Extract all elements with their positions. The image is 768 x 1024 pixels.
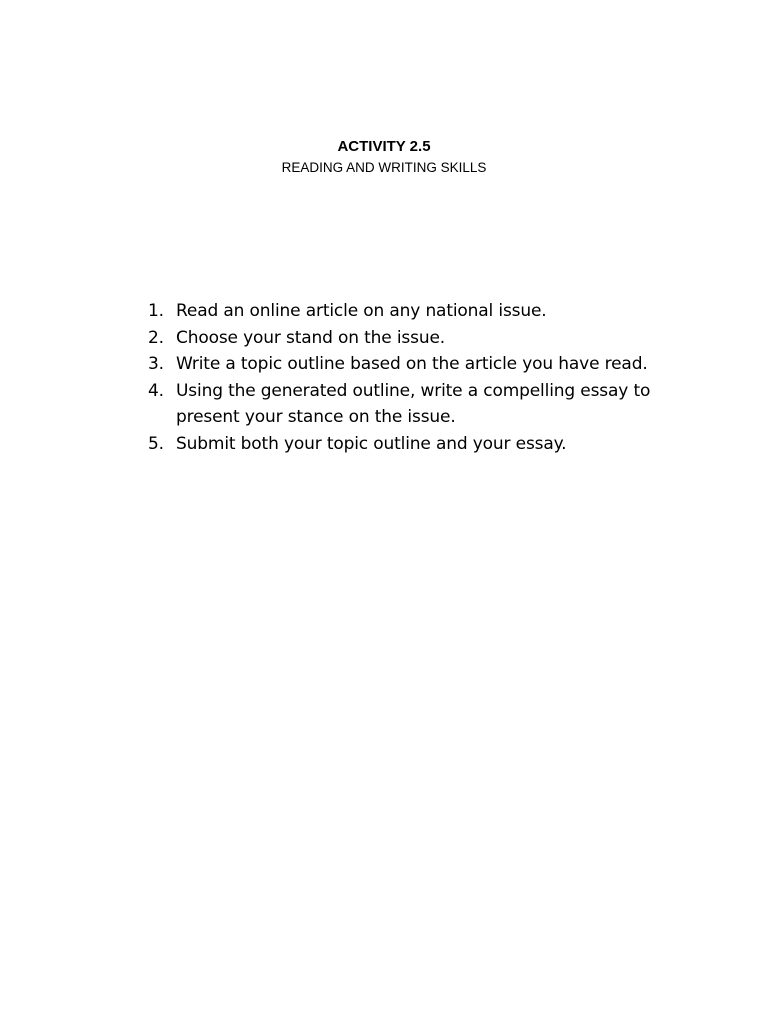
list-item-number: 1. (148, 301, 164, 321)
list-item-number: 4. (148, 380, 164, 401)
list-item (148, 378, 708, 431)
activity-title: ACTIVITY 2.5 (337, 138, 431, 155)
list-item-text: Read an online article on any national issue. (176, 301, 547, 321)
list-item-text: Choose your stand on the issue. (176, 327, 446, 348)
list-item (148, 431, 708, 458)
activity-subtitle: READING AND WRITING SKILLS (281, 160, 487, 175)
list-item-text: Write a topic outline based on the article you have read. (176, 354, 648, 374)
list-item (148, 298, 708, 325)
list-item (148, 325, 708, 352)
list-item (148, 351, 708, 378)
list-item-number: 5. (148, 433, 164, 454)
list-item-number: 2. (148, 327, 164, 348)
document-header (0, 137, 768, 177)
list-item-text: Submit both your topic outline and your essay. (176, 433, 567, 454)
list-item-number: 3. (148, 354, 164, 374)
instructions-list (148, 298, 708, 457)
list-item-text: Using the generated outline, write a compelling essay to present your stance on the issue. (176, 380, 651, 427)
